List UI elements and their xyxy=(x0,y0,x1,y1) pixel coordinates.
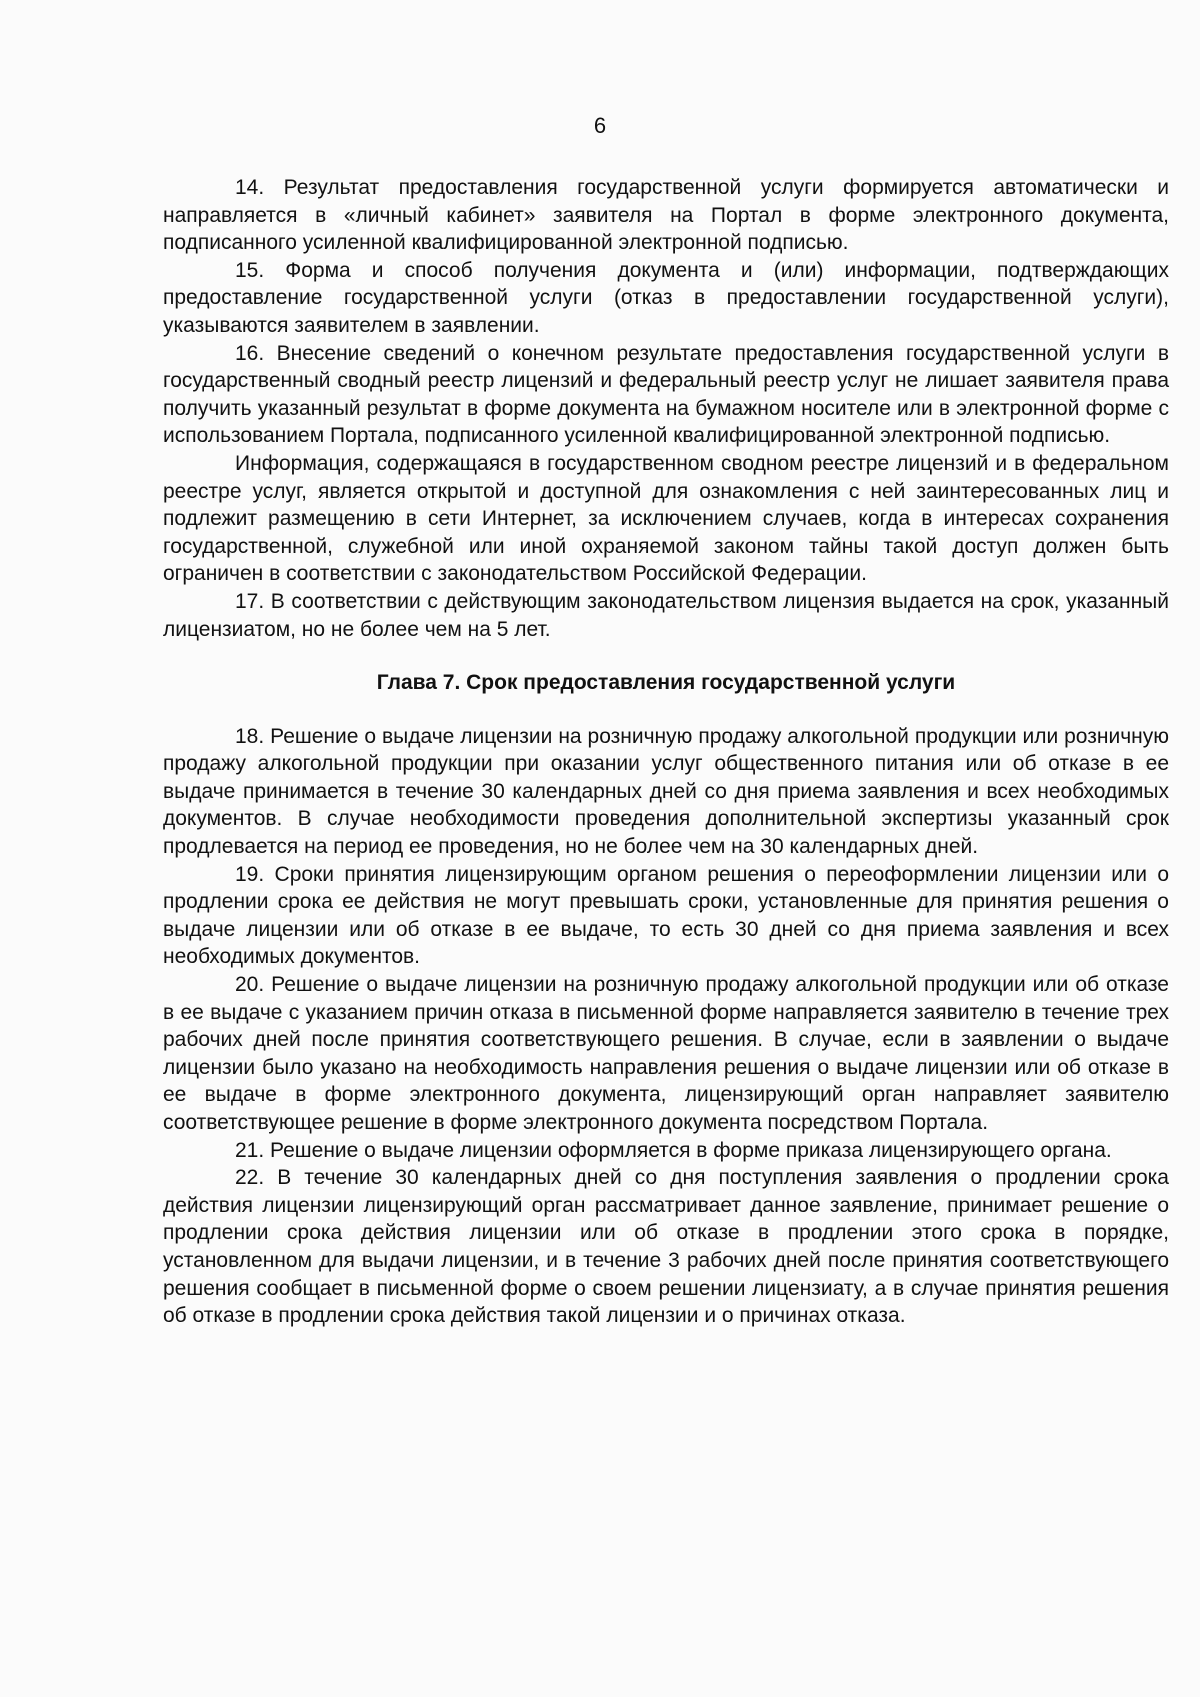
document-body xyxy=(163,174,1169,1330)
paragraph-18: 18. Решение о выдаче лицензии на розничную продажу алкогольной продукции или розничную продажу алкогольной продукции при оказании услуг общественного питания или об отказе в ее выдаче принимается в течение 30 календарных дней со дня приема заявления и всех необходимых документов. В случае необходимости проведения дополнительной экспертизы указанный срок продлевается на период ее проведения, но не более чем на 30 календарных дней. xyxy=(163,724,1169,859)
paragraph-22: 22. В течение 30 календарных дней со дня поступления заявления о продлении срока действия лицензии лицензирующий орган рассматривает данное заявление, принимает решение о продлении срока действия лицензии или об отказе в продлении этого срока в порядке, установленном для выдачи лицензии, и в течение 3 рабочих дней после принятия соответствующего решения сообщает в письменной форме о своем решении лицензиату, а в случае принятия решения об отказе в продлении срока действия такой лицензии и о причинах отказа. xyxy=(163,1166,1169,1328)
paragraph-14: 14. Результат предоставления государственной услуги формируется автоматически и направляется в «личный кабинет» заявителя на Портал в форме электронного документа, подписанного усиленной квалифицированной электронной подписью. xyxy=(163,176,1169,255)
paragraph-20: 20. Решение о выдаче лицензии на розничную продажу алкогольной продукции или об отказе в ее выдаче с указанием причин отказа в письменной форме направляется заявителю в течение трех рабочих дней после принятия соответствующего решения. В случае, если в заявлении о выдаче лицензии было указано на необходимость направления решения о выдаче лицензии или об отказе в ее выдаче в форме электронного документа, лицензирующий орган направляет заявителю соответствующее решение в форме электронного документа посредством Портала. xyxy=(163,973,1169,1134)
paragraph-21: 21. Решение о выдаче лицензии оформляется в форме приказа лицензирующего органа. xyxy=(235,1138,1112,1162)
paragraph-16-info: Информация, содержащаяся в государственном сводном реестре лицензий и в федеральном реестре услуг, является открытой и доступной для ознакомления с ней заинтересованных лиц и подлежит размещению в сети Интернет, за исключением случаев, когда в интересах сохранения государственной, служебной или иной охраняемой законом тайны такой доступ должен быть ограничен в соответствии с законодательством Российской Федерации. xyxy=(163,451,1169,586)
paragraph-19: 19. Сроки принятия лицензирующим органом решения о переоформлении лицензии или о продлении срока ее действия не могут превышать сроки, установленные для принятия решения о выдаче лицензии или об отказе в ее выдаче, то есть 30 дней со дня приема заявления и всех необходимых документов. xyxy=(163,862,1169,969)
chapter-heading: Глава 7. Срок предоставления государственной услуги xyxy=(376,671,956,695)
paragraph-15: 15. Форма и способ получения документа и (или) информации, подтверждающих предоставление государственной услуги (отказ в предоставлении государственной услуги), указываются заявителем в заявлении. xyxy=(163,258,1169,337)
paragraph-17: 17. В соответствии с действующим законодательством лицензия выдается на срок, указанный лицензиатом, но не более чем на 5 лет. xyxy=(163,589,1169,641)
paragraph-16: 16. Внесение сведений о конечном результате предоставления государственной услуги в государственный сводный реестр лицензий и федеральный реестр услуг не лишает заявителя права получить указанный результат в форме документа на бумажном носителе или в электронной форме с использованием Портала, подписанного усиленной квалифицированной электронной подписью. xyxy=(163,341,1169,448)
page-number: 6 xyxy=(593,113,607,138)
